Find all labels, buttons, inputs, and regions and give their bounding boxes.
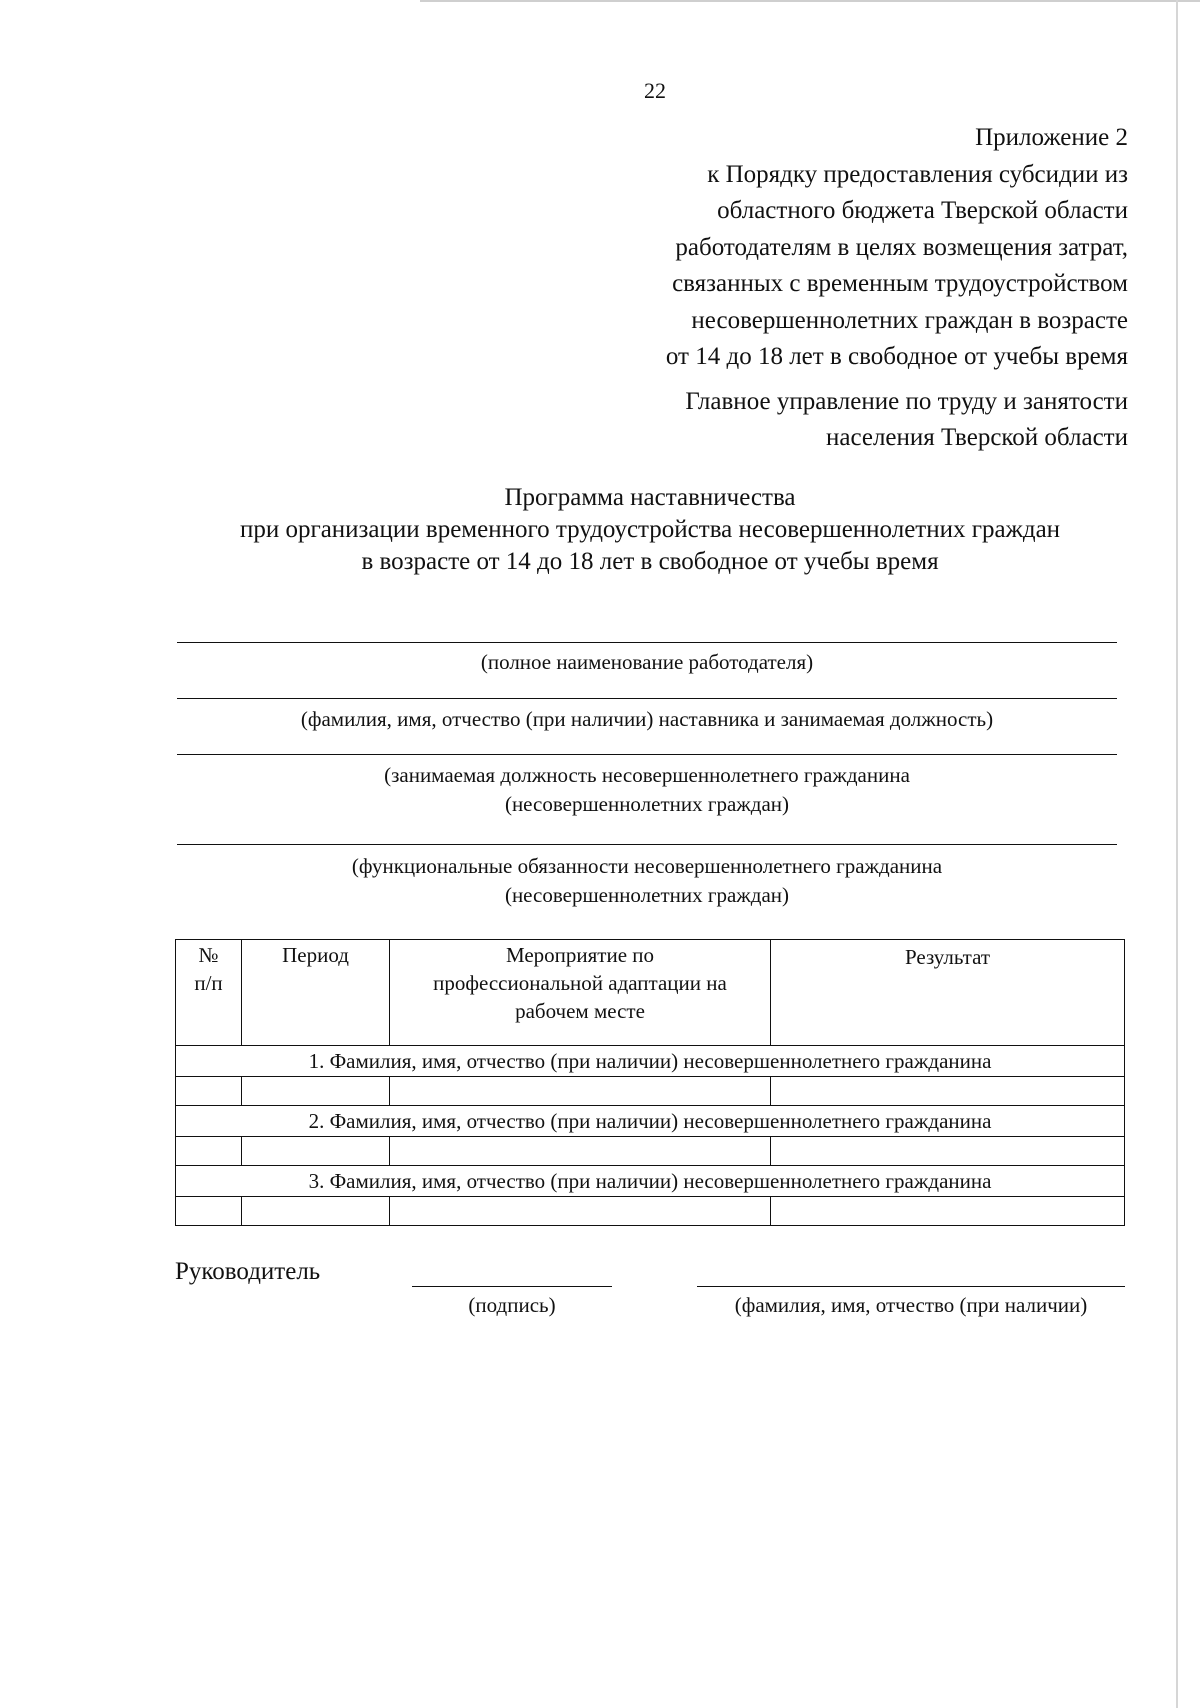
appendix-line: к Порядку предоставления субсидии из [707,160,1128,188]
appendix-line: Приложение 2 [975,124,1128,151]
signature-caption: (подпись) [468,1293,556,1317]
cell-period[interactable] [242,1077,390,1106]
appendix-line: несовершеннолетних граждан в возрасте [691,306,1128,334]
header-number-abbr: п/п [194,971,223,995]
table-row [176,1077,1125,1106]
appendix-line: работодателям в целях возмещения затрат, [675,233,1128,261]
appendix-line: областного бюджета Тверской области [717,197,1128,224]
cell-event[interactable] [390,1197,771,1226]
position-caption: (несовершеннолетних граждан) [504,792,790,816]
mentoring-plan-table [175,939,1125,1226]
document-title [150,482,1150,578]
page-number: 22 [644,78,666,103]
header-event-line: рабочем месте [515,999,645,1023]
duties-caption: (функциональные обязанности несовершеннолетнего гражданина [351,854,943,878]
addressee-line: Главное управление по труду и занятости [685,388,1128,415]
cell-number[interactable] [176,1197,242,1226]
cell-period[interactable] [242,1197,390,1226]
header-event-line: профессиональной адаптации на [433,971,727,995]
cell-result[interactable] [771,1077,1125,1106]
minor-position-field[interactable] [177,754,1117,819]
title-line: в возрасте от 14 до 18 лет в свободное от учебы время [361,548,939,575]
minor-duties-field[interactable] [177,844,1117,910]
appendix-line: от 14 до 18 лет в свободное от учебы время [665,343,1128,370]
table-header-row [176,940,1125,1046]
signature-label: Руководитель [175,1258,321,1285]
addressee [528,384,1128,456]
header-event-line: Мероприятие по [505,943,655,967]
mentor-caption: (фамилия, имя, отчество (при наличии) наставника и занимаемая должность) [300,707,994,731]
table-row [176,1197,1125,1226]
table-group-row [176,1046,1125,1077]
table-row [176,1137,1125,1166]
table-group-row [176,1166,1125,1197]
group-title-3: 3. Фамилия, имя, отчество (при наличии) несовершеннолетнего гражданина [176,1166,1125,1197]
signer-name-field[interactable] [697,1286,1125,1318]
employer-name-field[interactable] [177,642,1117,677]
addressee-line: населения Тверской области [825,424,1128,451]
signer-name-caption: (фамилия, имя, отчество (при наличии) [734,1293,1088,1317]
group-title-2: 2. Фамилия, имя, отчество (при наличии) несовершеннолетнего гражданина [176,1106,1125,1137]
header-event [390,940,771,1046]
appendix-header [528,120,1128,376]
header-period: Период [242,940,390,1046]
title-line: при организации временного трудоустройства несовершеннолетних граждан [239,516,1061,543]
table-group-row [176,1106,1125,1137]
duties-caption: (несовершеннолетних граждан) [504,883,790,907]
group-title-1: 1. Фамилия, имя, отчество (при наличии) несовершеннолетнего гражданина [176,1046,1125,1077]
scan-edge-right [1176,0,1178,1708]
employer-caption: (полное наименование работодателя) [480,650,814,674]
header-number [176,940,242,1046]
cell-number[interactable] [176,1137,242,1166]
cell-number[interactable] [176,1077,242,1106]
title-line: Программа наставничества [504,484,796,511]
header-number-symbol: № [198,943,219,967]
position-caption: (занимаемая должность несовершеннолетнего гражданина [384,763,910,787]
header-result: Результат [771,940,1125,1046]
cell-event[interactable] [390,1137,771,1166]
appendix-line: связанных с временным трудоустройством [672,270,1128,297]
signature-field[interactable] [412,1286,612,1318]
cell-result[interactable] [771,1197,1125,1226]
cell-event[interactable] [390,1077,771,1106]
mentor-name-field[interactable] [177,698,1117,734]
scan-edge-top [420,0,1200,2]
cell-result[interactable] [771,1137,1125,1166]
cell-period[interactable] [242,1137,390,1166]
